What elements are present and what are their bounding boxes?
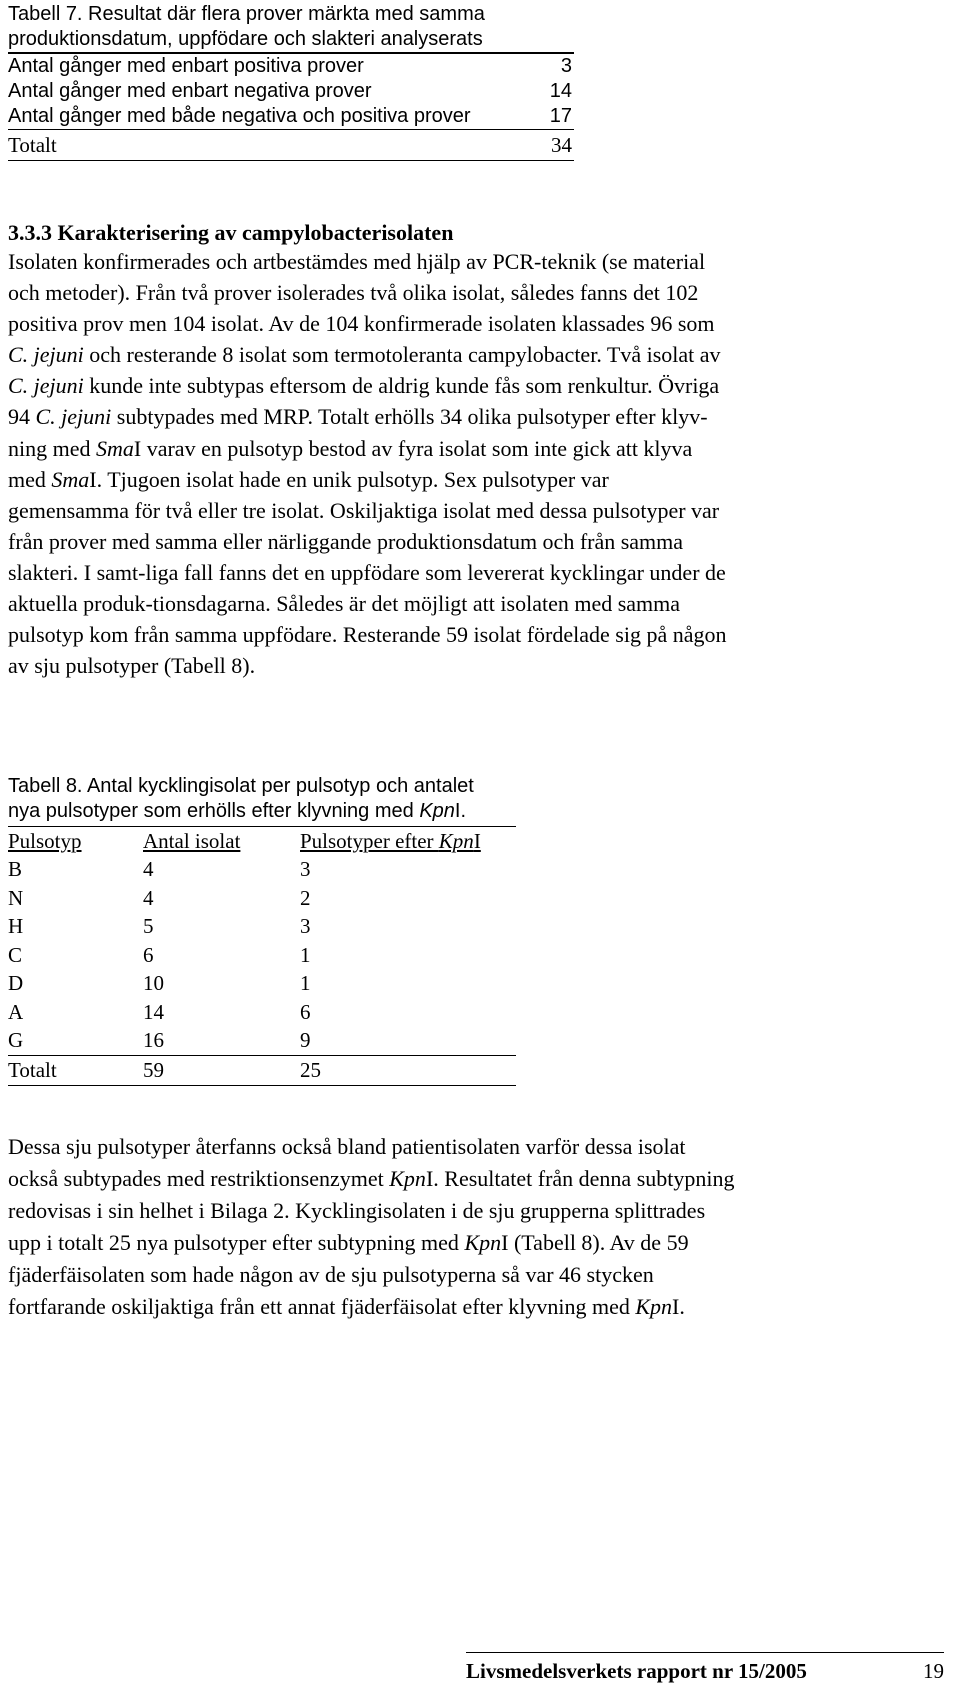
footer-text bbox=[466, 1659, 944, 1684]
row-value: 3 bbox=[560, 55, 572, 77]
table-row bbox=[8, 913, 516, 942]
text-run: I varav en pulsotyp bestod av fyra isolat som inte gick att klyva bbox=[133, 435, 693, 461]
text-line bbox=[8, 433, 948, 464]
row-label: Antal gånger med enbart positiva prover bbox=[8, 55, 364, 77]
cell-efter: 1 bbox=[300, 971, 311, 996]
cell-antal: 16 bbox=[143, 1028, 164, 1053]
table-8-grid bbox=[8, 826, 516, 1086]
cell-antal: 6 bbox=[143, 942, 154, 967]
table-8-header-row bbox=[8, 827, 516, 856]
text-line: och metoder). Från två prover isolerades två olika isolat, således fanns det 102 bbox=[8, 280, 699, 306]
text-line: redovisas i sin helhet i Bilaga 2. Kycklingisolaten i de sju grupperna splittrades bbox=[8, 1198, 706, 1223]
text-line bbox=[8, 370, 948, 401]
cell-pulsotyp: G bbox=[8, 1028, 24, 1053]
text-line bbox=[8, 401, 948, 432]
text-run: I. Resultatet från denna subtypning bbox=[425, 1166, 735, 1191]
enzyme-name: Kpn bbox=[635, 1294, 673, 1319]
table-7-caption-line-1: Tabell 7. Resultat där flera prover märkta med samma bbox=[8, 3, 485, 25]
row-label: Antal gånger med enbart negativa prover bbox=[8, 80, 372, 102]
cell-efter: 9 bbox=[300, 1028, 311, 1053]
cell-pulsotyp: H bbox=[8, 914, 24, 939]
page-number: 19 bbox=[923, 1659, 944, 1683]
text-line: positiva prov men 104 isolat. Av de 104 konfirmerade isolaten klassades 96 som bbox=[8, 311, 715, 337]
text-line: aktuella produk-tionsdagarna. Således är det möjligt att isolaten med samma bbox=[8, 591, 681, 617]
enzyme-name: Kpn bbox=[419, 800, 455, 822]
text-line: gemensamma för två eller tre isolat. Oskiljaktiga isolat med dessa pulsotyper var bbox=[8, 497, 720, 523]
section-heading: 3.3.3 Karakterisering av campylobacterisolaten bbox=[8, 220, 454, 245]
header-pulsotyp: Pulsotyp bbox=[8, 827, 143, 856]
cell-efter: 2 bbox=[300, 885, 311, 910]
table-row bbox=[8, 856, 516, 885]
row-label: Antal gånger med både negativa och positiva prover bbox=[8, 105, 471, 127]
text-line bbox=[8, 1227, 952, 1259]
header-text: Pulsotyper efter bbox=[300, 828, 439, 853]
table-7-bottom-rule bbox=[8, 160, 574, 161]
table-row bbox=[8, 941, 516, 970]
header-text: I bbox=[473, 828, 481, 853]
cell-pulsotyp: N bbox=[8, 885, 24, 910]
text-run: I (Tabell 8). Av de 59 bbox=[501, 1230, 689, 1255]
text-run: fortfarande oskiljaktiga från ett annat fjäderfäisolat efter klyvning med bbox=[8, 1294, 636, 1319]
total-label: Totalt bbox=[8, 133, 57, 157]
report-title: Livsmedelsverkets rapport nr 15/2005 bbox=[466, 1659, 807, 1683]
table-row bbox=[8, 1027, 516, 1056]
text-line: Dessa sju pulsotyper återfanns också bland patientisolaten varför dessa isolat bbox=[8, 1134, 686, 1159]
caption-text: I. bbox=[454, 800, 467, 822]
table-7 bbox=[8, 2, 574, 161]
table-row bbox=[8, 970, 516, 999]
text-run: och resterande 8 isolat som termotoleranta campylobacter. Två isolat av bbox=[83, 342, 721, 368]
paragraph-1 bbox=[8, 246, 948, 681]
cell-pulsotyp: C bbox=[8, 942, 23, 967]
species-name: C. jejuni bbox=[8, 373, 84, 399]
row-value: 17 bbox=[549, 105, 572, 127]
text-run: också subtypades med restriktionsenzymet bbox=[8, 1166, 390, 1191]
table-8 bbox=[8, 774, 516, 1086]
species-name: C. jejuni bbox=[35, 404, 112, 430]
species-name: C. jejuni bbox=[8, 342, 84, 368]
text-run: med bbox=[8, 466, 52, 492]
cell-efter: 3 bbox=[300, 914, 311, 939]
cell-antal: 5 bbox=[143, 914, 154, 939]
enzyme-name: Sma bbox=[96, 435, 134, 461]
text-line bbox=[8, 1291, 952, 1323]
text-line: slakteri. I samt-liga fall fanns det en uppfödare som levererat kycklingar under de bbox=[8, 559, 726, 585]
text-line: fjäderfäisolaten som hade någon av de sju pulsotyperna så var 46 stycken bbox=[8, 1262, 654, 1287]
row-value: 14 bbox=[549, 80, 572, 102]
text-line: från prover med samma eller närliggande produktionsdatum och från samma bbox=[8, 528, 684, 554]
text-run: subtypades med MRP. Totalt erhölls 34 olika pulsotyper efter klyv- bbox=[111, 404, 708, 430]
cell-antal: 4 bbox=[143, 885, 154, 910]
table-8-caption-line-1: Tabell 8. Antal kycklingisolat per pulsotyp och antalet bbox=[8, 775, 474, 797]
text-run: kunde inte subtypas eftersom de aldrig kunde fås som renkultur. Övriga bbox=[83, 373, 720, 399]
text-line: pulsotyp kom från samma uppfödare. Resterande 59 isolat fördelade sig på någon bbox=[8, 622, 727, 648]
total-value: 34 bbox=[551, 133, 572, 157]
cell-total-antal: 59 bbox=[143, 1056, 300, 1086]
paragraph-2 bbox=[8, 1131, 952, 1323]
cell-pulsotyp: A bbox=[8, 999, 24, 1024]
text-run: upp i totalt 25 nya pulsotyper efter subtypning med bbox=[8, 1230, 465, 1255]
cell-total-efter: 25 bbox=[300, 1056, 516, 1086]
cell-pulsotyp: B bbox=[8, 857, 23, 882]
text-line: av sju pulsotyper (Tabell 8). bbox=[8, 653, 256, 679]
table-row bbox=[8, 104, 574, 129]
cell-antal: 14 bbox=[143, 999, 164, 1024]
caption-text: nya pulsotyper som erhölls efter klyvning med bbox=[8, 800, 420, 822]
table-7-caption-line-2: produktionsdatum, uppfödare och slakteri analyserats bbox=[8, 28, 483, 50]
text-line bbox=[8, 339, 948, 370]
table-8-caption-line-2 bbox=[8, 799, 516, 824]
enzyme-name: Kpn bbox=[438, 828, 474, 853]
footer-rule bbox=[466, 1652, 944, 1653]
table-row bbox=[8, 54, 574, 79]
cell-total-label: Totalt bbox=[8, 1056, 143, 1086]
table-7-total-row bbox=[8, 130, 574, 160]
table-row bbox=[8, 998, 516, 1027]
text-run: I. bbox=[672, 1294, 685, 1319]
table-row bbox=[8, 79, 574, 104]
page-footer bbox=[466, 1652, 944, 1684]
cell-antal: 10 bbox=[143, 971, 164, 996]
cell-antal: 4 bbox=[143, 857, 154, 882]
text-run: ning med bbox=[8, 435, 96, 461]
text-run: 94 bbox=[8, 404, 36, 430]
enzyme-name: Sma bbox=[51, 466, 90, 492]
cell-pulsotyp: D bbox=[8, 971, 24, 996]
text-line bbox=[8, 464, 948, 495]
cell-efter: 1 bbox=[300, 942, 311, 967]
header-antal-isolat: Antal isolat bbox=[143, 827, 300, 856]
text-line: Isolaten konfirmerades och artbestämdes med hjälp av PCR-teknik (se material bbox=[8, 249, 706, 274]
text-run: I. Tjugoen isolat hade en unik pulsotyp. Sex pulsotyper var bbox=[89, 466, 609, 492]
enzyme-name: Kpn bbox=[389, 1166, 426, 1191]
cell-efter: 3 bbox=[300, 857, 311, 882]
cell-efter: 6 bbox=[300, 999, 311, 1024]
table-8-total-row bbox=[8, 1056, 516, 1086]
enzyme-name: Kpn bbox=[464, 1230, 502, 1255]
text-line bbox=[8, 1163, 952, 1195]
header-pulsotyper-efter bbox=[300, 827, 516, 856]
table-row bbox=[8, 884, 516, 913]
